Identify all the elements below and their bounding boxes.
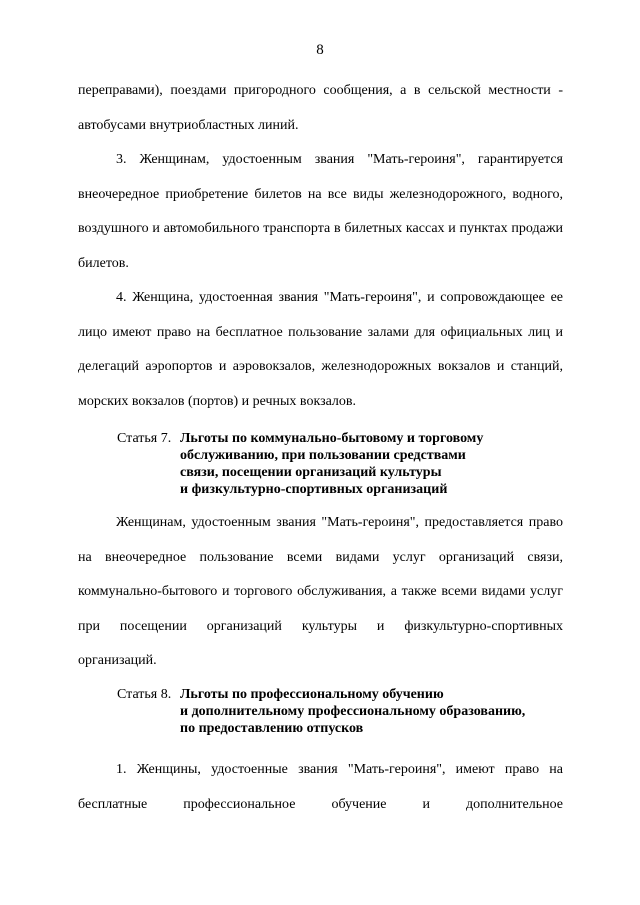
page-number: 8 [316, 42, 324, 58]
paragraph-article-8-clause-1: 1. Женщины, удостоенные звания "Мать-героиня", имеют право на бесплатные профессиональное обучение и дополнительное [78, 762, 563, 812]
article-7-heading [117, 430, 577, 498]
article-7-title: Льготы по коммунально-бытовому и торговому обслуживанию, при пользовании средствами связи, посещении организаций культуры и физкультурно-спортивных организаций [180, 431, 484, 497]
article-8-number: Статья 8. [117, 687, 172, 702]
article-8-title: Льготы по профессиональному обучению и дополнительному профессиональному образованию, по предоставлению отпусков [180, 687, 526, 736]
paragraph-clause-3: 3. Женщинам, удостоенным звания "Мать-героиня", гарантируется внеочередное приобретение билетов на все виды железнодорожного, водного, воздушного и автомобильного транспорта в билетных кассах и пунктах продажи билетов. [78, 152, 563, 271]
article-8-heading [117, 686, 577, 737]
article-7-number: Статья 7. [117, 431, 172, 446]
paragraph-clause-4: 4. Женщина, удостоенная звания "Мать-героиня", и сопровождающее ее лицо имеют право на бесплатное пользование залами для официальных лиц и делегаций аэропортов и аэровокзалов, железнодорожных вокзалов и станций, морских вокзалов (портов) и речных вокзалов. [78, 290, 563, 409]
paragraph-article-7-body: Женщинам, удостоенным звания "Мать-героиня", предоставляется право на внеочередное пользование всеми видами услуг организаций связи, коммунально-бытового и торгового обслуживания, а также всеми видами услуг при посещении организаций культуры и физкультурно-спортивных организаций. [78, 515, 563, 668]
paragraph-transport-continued: переправами), поездами пригородного сообщения, а в сельской местности - автобусами внутриобластных линий. [78, 83, 563, 133]
